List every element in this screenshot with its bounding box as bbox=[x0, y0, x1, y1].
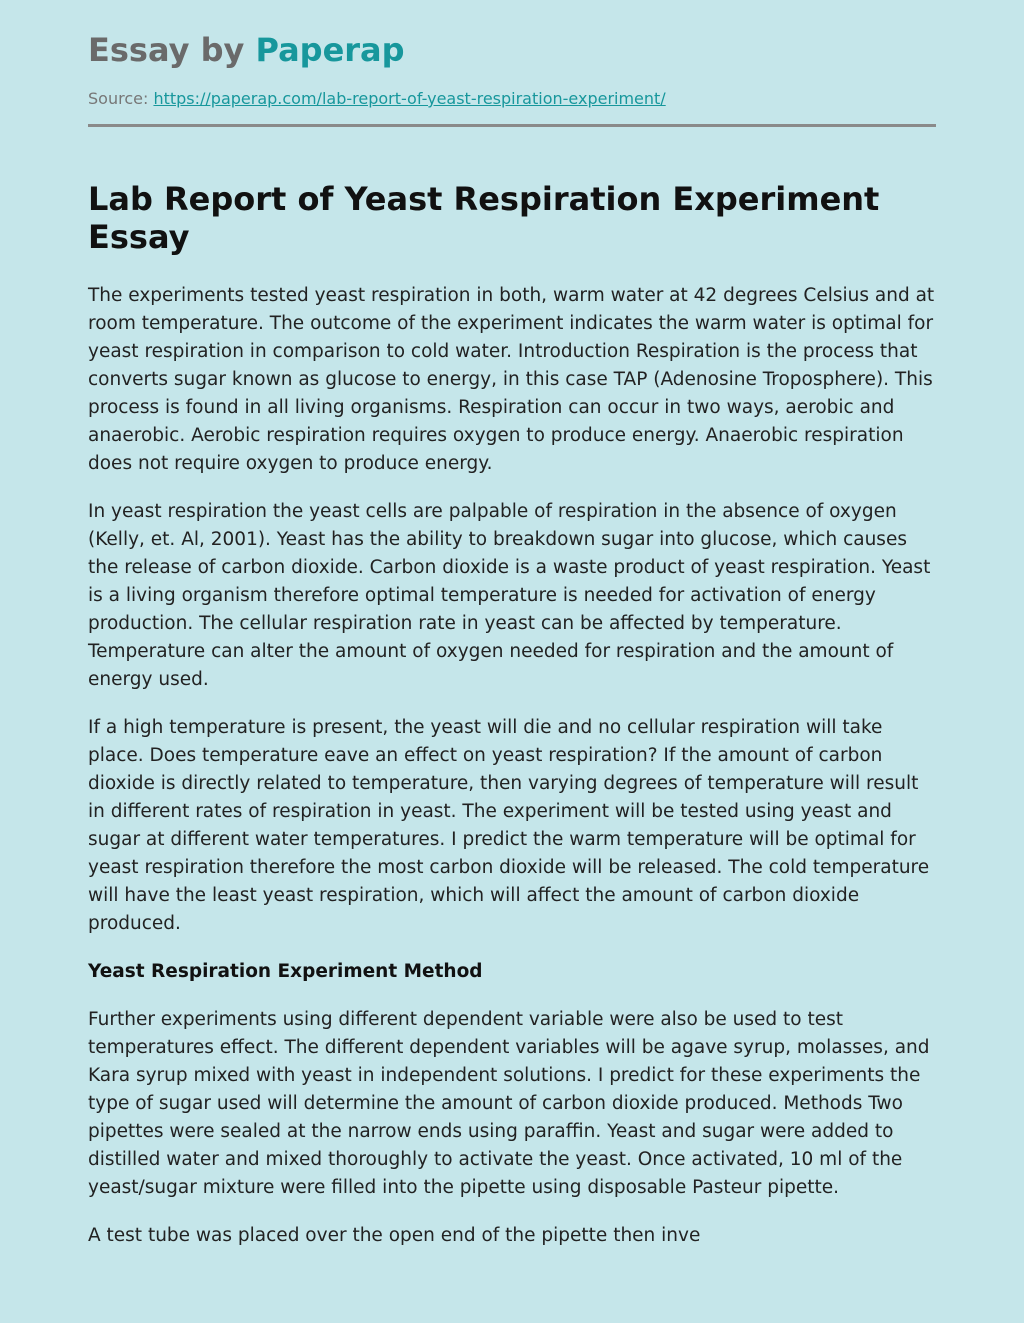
article bbox=[88, 180, 936, 1270]
paragraph: If a high temperature is present, the yeast will die and no cellular respiration will take place. Does temperature eave an effect on yeast respiration? If the amount of carbon dioxide is directly related to temperature, then varying degrees of temperature will result in different rates of respiration in yeast. The experiment will be tested using yeast and sugar at different water temperatures. I predict the warm temperature will be optimal for yeast respiration therefore the most carbon dioxide will be released. The cold temperature will have the least yeast respiration, which will affect the amount of carbon dioxide produced. bbox=[88, 717, 930, 934]
site-brand[interactable] bbox=[88, 30, 405, 70]
source-link[interactable]: https://paperap.com/lab-report-of-yeast-respiration-experiment/ bbox=[153, 89, 666, 108]
brand-prefix: Essay by bbox=[88, 31, 256, 69]
paragraph: Further experiments using different dependent variable were also be used to test temperatures effect. The different dependent variables will be agave syrup, molasses, and Kara syrup mixed with yeast in independent solutions. I predict for these experiments the type of sugar used will determine the amount of carbon dioxide produced. Methods Two pipettes were sealed at the narrow ends using paraffin. Yeast and sugar were added to distilled water and mixed thoroughly to activate the yeast. Once activated, 10 ml of the yeast/sugar mixture were filled into the pipette using disposable Pasteur pipette. bbox=[88, 1009, 930, 1198]
section-heading: Yeast Respiration Experiment Method bbox=[88, 961, 483, 982]
paragraph: The experiments tested yeast respiration in both, warm water at 42 degrees Celsius and at room temperature. The outcome of the experiment indicates the warm water is optimal for yeast respiration in comparison to cold water. Introduction Respiration is the process that converts sugar known as glucose to energy, in this case TAP (Adenosine Troposphere). This process is found in all living organisms. Respiration can occur in two ways, aerobic and anaerobic. Aerobic respiration requires oxygen to produce energy. Anaerobic respiration does not require oxygen to produce energy. bbox=[88, 285, 935, 474]
source-line bbox=[88, 88, 666, 110]
brand-name: Paperap bbox=[255, 31, 405, 69]
paragraph: In yeast respiration the yeast cells are palpable of respiration in the absence of oxygen (Kelly, et. Al, 2001). Yeast has the ability to breakdown sugar into glucose, which causes the release of carbon dioxide. Carbon dioxide is a waste product of yeast respiration. Yeast is a living organism therefore optimal temperature is needed for activation of energy production. The cellular respiration rate in yeast can be affected by temperature. Temperature can alter the amount of oxygen needed for respiration and the amount of energy used. bbox=[88, 501, 931, 690]
article-body bbox=[88, 282, 936, 1250]
source-label: Source: bbox=[88, 89, 149, 108]
article-title: Lab Report of Yeast Respiration Experiment Essay bbox=[88, 180, 880, 256]
paragraph-truncated: A test tube was placed over the open end of the pipette then inve bbox=[88, 1225, 701, 1246]
header-divider bbox=[88, 124, 936, 127]
